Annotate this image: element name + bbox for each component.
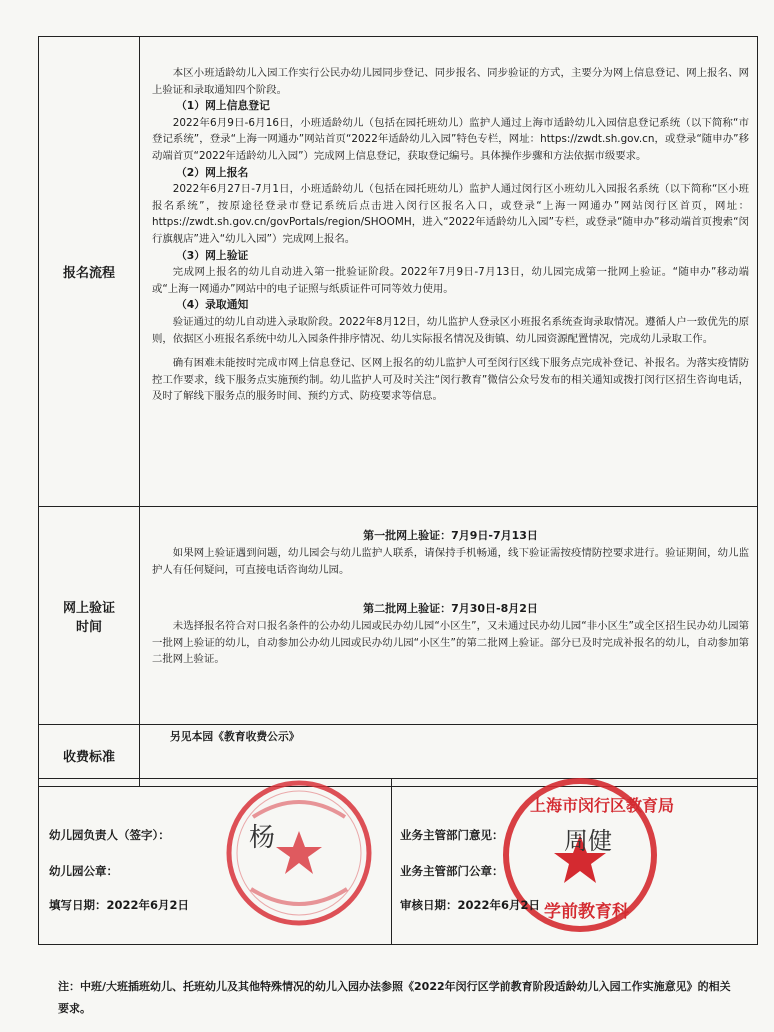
registration-label: 报名流程 <box>39 37 140 507</box>
kindergarten-seal-icon <box>223 777 375 929</box>
batch1-text: 如果网上验证遇到问题，幼儿园会与幼儿监护人联系，请保持手机畅通，线下验证需按疫情防控要求进行。验证期间，幼儿监护人有任何疑问，可直接电话咨询幼儿园。 <box>152 547 749 576</box>
registration-content <box>140 37 758 507</box>
principal-signature-label: 幼儿园负责人（签字）： <box>49 828 170 842</box>
fill-date: 填写日期：2022年6月2日 <box>49 898 190 912</box>
review-date: 审核日期：2022年6月2日 <box>400 898 541 912</box>
verification-content <box>140 507 758 725</box>
verification-label-line2: 时间 <box>75 619 102 635</box>
section-text-4: 验证通过的幼儿自动进入录取阶段。2022年8月12日，幼儿监护人登录区小班报名系统查询录取情况。遵循人户一致优先的原则，依据区小班报名系统中幼儿入园条件排序情况、幼儿实际报名情况及街镇、幼儿园资源配置情况，完成幼儿录取工作。 <box>152 315 749 345</box>
kindergarten-seal-label: 幼儿园公章： <box>49 864 118 878</box>
batch1-title: 第一批网上验证：7月9日-7月13日 <box>363 529 538 542</box>
fees-label: 收费标准 <box>39 725 140 787</box>
department-signature-cell <box>392 779 758 945</box>
department-seal-label: 业务主管部门公章： <box>400 864 504 878</box>
verification-row <box>39 507 758 725</box>
footnote: 注：中班/大班插班幼儿、托班幼儿及其他特殊情况的幼儿入园办法参照《2022年闵行区学前教育阶段适龄幼儿入园工作实施意见》的相关要求。 <box>58 980 731 1015</box>
section-text-3: 完成网上报名的幼儿自动进入第一批验证阶段。2022年7月9日-7月13日，幼儿园完成第一批网上验证。“随申办”移动端或“上海一网通办”网站中的电子证照与纸质证件可同等效力使用。 <box>152 266 749 295</box>
bureau-seal-text: 上海市闵行区教育局 <box>530 796 675 815</box>
department-opinion-label: 业务主管部门意见： <box>400 828 504 842</box>
bureau-seal-subtext: 学前教育科 <box>544 902 629 922</box>
section-text-1: 2022年6月9日-6月16日，小班适龄幼儿（包括在园托班幼儿）监护人通过上海市适龄幼儿入园信息登记系统（以下简称“市登记系统”，登录“上海一网通办”网站首页“2022年适龄幼儿入园”特色专栏，网址：https://zwdt.sh.gov.cn，或登录“随申办”移动端首页“2022年适龄幼儿入园”）完成网上信息登记，获取登记编号。具体操作步骤和方法依据市级要求。 <box>152 116 749 162</box>
reviewer-handwritten-signature: 周健 <box>564 827 612 855</box>
section-text-2: 2022年6月27日-7月1日，小班适龄幼儿（包括在园托班幼儿）监护人通过闵行区小班幼儿入园报名系统（以下简称“区小班报名系统”，按原途径登录市登记系统后点击进入闵行区报名入口，或登录“上海一网通办”网站闵行区首页，网址：https://zwdt.sh.gov.cn/govPortals/region/SHOOMH，进入“2022年适龄幼儿入园”专栏，或登录“随申办”移动端首页搜索“闵行旗舰店”进入“幼儿入园”）完成网上报名。 <box>152 183 749 245</box>
fees-text: 另见本园《教育收费公示》 <box>170 730 300 743</box>
registration-intro: 本区小班适龄幼儿入园工作实行公民办幼儿园同步登记、同步报名、同步验证的方式，主要分为网上信息登记、网上报名、网上验证和录取通知四个阶段。 <box>152 67 749 96</box>
batch2-text: 未选择报名符合对口报名条件的公办幼儿园或民办幼儿园“小区生”，又未通过民办幼儿园“非小区生”或全区招生民办幼儿园第一批网上验证的幼儿，自动参加公办幼儿园或民办幼儿园“小区生”的第二批网上验证。部分已及时完成补报名的幼儿，自动参加第二批网上验证。 <box>152 620 749 666</box>
verification-label <box>39 507 140 725</box>
section-heading-3: （3）网上验证 <box>176 248 249 262</box>
kindergarten-signature-cell <box>39 779 392 945</box>
enrollment-info-table <box>38 36 758 787</box>
registration-closing: 确有困难未能按时完成市网上信息登记、区网上报名的幼儿监护人可至闵行区线下服务点完成补登记、补报名。为落实疫情防控工作要求，线下服务点实施预约制。幼儿监护人可及时关注“闵行教育”微信公众号发布的相关通知或拨打闵行区招生咨询电话，及时了解线下服务点的服务时间、预约方式、防疫要求等信息。 <box>152 357 749 403</box>
batch2-title: 第二批网上验证：7月30日-8月2日 <box>363 602 538 616</box>
registration-row <box>39 37 758 507</box>
verification-label-line1: 网上验证 <box>62 600 115 616</box>
section-heading-1: （1）网上信息登记 <box>176 99 270 113</box>
section-heading-2: （2）网上报名 <box>176 165 249 179</box>
signature-table <box>38 778 758 945</box>
principal-handwritten-signature: 杨 <box>249 823 276 853</box>
section-heading-4: （4）录取通知 <box>176 298 249 312</box>
